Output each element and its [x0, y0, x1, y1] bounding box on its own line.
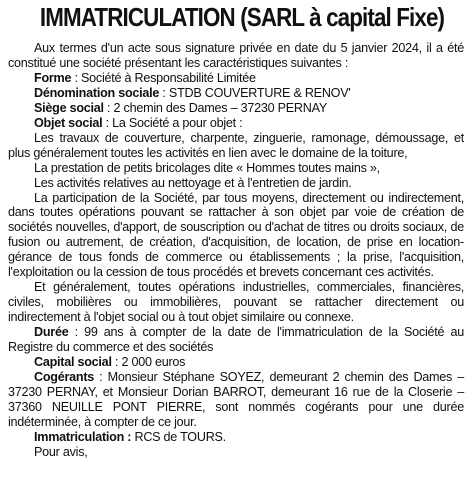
immatriculation-label: Immatriculation : — [34, 429, 132, 444]
capital-value: : 2 000 euros — [111, 355, 186, 370]
cogerants-label: Cogérants — [34, 369, 95, 384]
siege-label: Siège social — [34, 100, 104, 115]
duree-line — [8, 325, 464, 355]
capital-line — [8, 355, 464, 370]
objet-item: Et généralement, toutes opérations industrielles, commerciales, financières, civiles, mobilières ou immobilières, pouvant se rattacher directement ou indirectement à l'objet social ou à tout objet similaire ou connexe. — [8, 280, 464, 325]
forme-line — [8, 71, 464, 86]
forme-value: : Société à Responsabilité Limitée — [71, 70, 256, 85]
duree-value: : 99 ans à compter de la date de l'immatriculation de la Société au Registre du commerce et des sociétés — [8, 325, 464, 355]
denomination-label: Dénomination sociale — [34, 85, 160, 100]
immatriculation-value: RCS de TOURS. — [131, 429, 226, 444]
forme-label: Forme — [34, 70, 72, 85]
denomination-value: : STDB COUVERTURE & RENOV' — [159, 85, 351, 100]
siege-value: : 2 chemin des Dames – 37230 PERNAY — [103, 100, 327, 115]
objet-line — [8, 116, 464, 131]
duree-label: Durée — [34, 325, 69, 340]
intro-paragraph: Aux termes d'un acte sous signature privée en date du 5 janvier 2024, il a été constitué une société présentant les caractéristiques suivantes : — [8, 41, 464, 70]
siege-line — [8, 101, 464, 116]
objet-item: La participation de la Société, par tous moyens, directement ou indirectement, dans toutes opérations pouvant se rattacher à son objet par voie de création de sociétés nouvelles, d'apport, de souscription ou d'achat de titres ou droits sociaux, de fusion ou autrement, de création, d'acquisition, de location, de prise en location-gérance de tous fonds de commerce ou établissements ; la prise, l'acquisition, l'exploitation ou la cession de tous procédés et brevets concernant ces activités. — [8, 190, 464, 280]
objet-label: Objet social — [34, 115, 103, 130]
objet-value: : La Société a pour objet : — [102, 115, 243, 130]
immatriculation-line — [8, 430, 464, 445]
notice-title: IMMATRICULATION (SARL à capital Fixe) — [39, 2, 445, 32]
cogerants-value: : Monsieur Stéphane SOYEZ, demeurant 2 chemin des Dames – 37230 PERNAY, et Monsieur Dorian BARROT, demeurant 16 rue de la Closerie – 37360 NEUILLE PONT PIERRE, sont nommés cogérants pour une durée indéterminée, à compter de ce jour. — [8, 369, 464, 429]
capital-label: Capital social — [34, 355, 112, 370]
objet-item: Les travaux de couverture, charpente, zinguerie, ramonage, démoussage, et plus généralement toutes les activités en lien avec le domaine de la toiture, — [8, 130, 464, 160]
objet-item: Les activités relatives au nettoyage et à l'entretien de jardin. — [34, 175, 352, 190]
objet-item: La prestation de petits bricolages dite « Hommes toutes mains », — [34, 160, 380, 175]
closing-line: Pour avis, — [34, 444, 88, 459]
denomination-line — [8, 86, 464, 101]
cogerants-line — [8, 370, 464, 430]
